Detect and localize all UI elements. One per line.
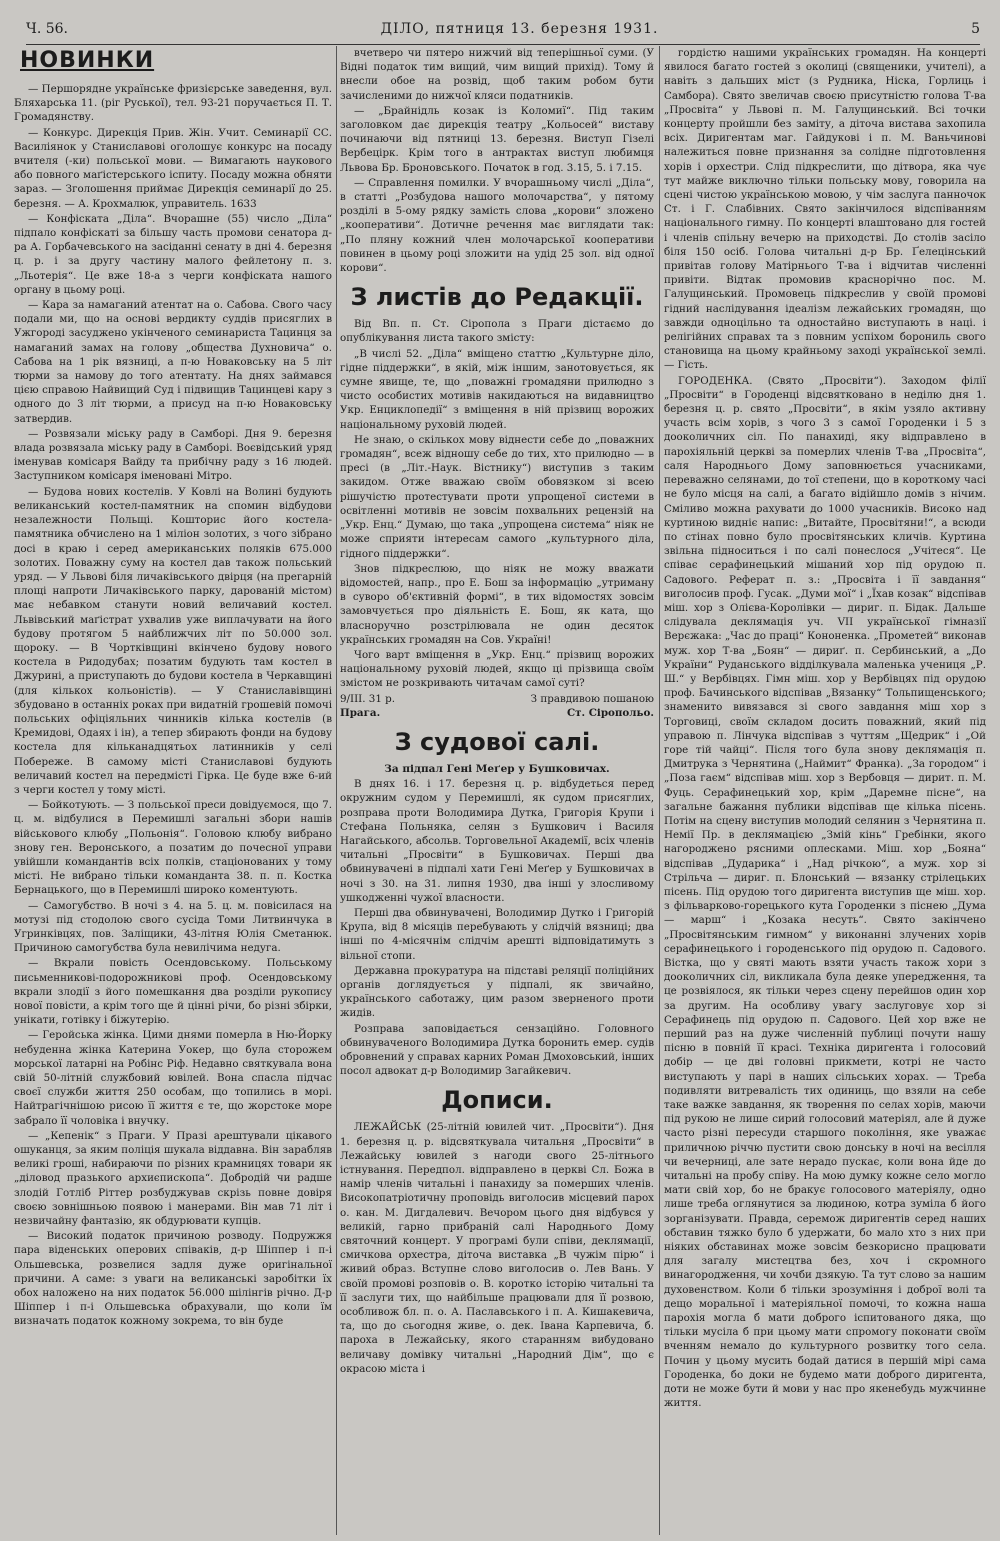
letter-paragraph: „В числі 52. „Діла“ вміщено статтю „Культурне діло, гідне піддержки“, в якій, між іншим, занотовується, як сумне явище, те, що „поважні громадяни прилюдно з чисто особистих мотивів накидаються на видавництво Укр. Енциклопедії“ з вміщення в ній прізвищ ворожих національному руховій людей. (340, 347, 654, 431)
news-item: вчетверо чи пятеро нижчий від теперішньої суми. (У Відні податок тим вищий, чим вищий прихід). Тому й внесли обое на розвід, щоб таким робом бути зачисленими до нижчої кляси податників. (340, 47, 654, 102)
news-item: — Будова нових костелів. У Ковлі на Волині будують великанський костел-памятник на спомин відбудови незалежности Польщі. Кошторис його костела-памятника обчислено на 1 міліон золотих, з чого зібрано досі в краю і серед американських поляків 675.000 золотих. Поважну суму на костел дав також польський уряд. — У Львові біля личаківського двірця (на прегарній площі напроти Личаківського парку, дарованій містом) має небавком станути новий величавий костел. Львівський маґістрат ухвалив уже виплачувати на його будову протягом 5 найближчих літ по 50.000 зол. щороку. — В Чортківщині вкінчено будову нового костела в Ридодубах; позатим будують там костел в Джурині, а приступають до будови костела в Черкавщині (для кількох кольоністів). — У Станиславівщині збудовано в останніх роках при видатній грошевій помочі польських офіціяльних чинників кілька костелів (в Кремидові, Одаях і ін), а тепер збирають фонди на будову костела для кільканадцятьох латинників у селі Побереже. В самому місті Станиславові будують величавий костел на передмісті Гірка. Це буде вже 6-ий з черги костел у тому місті. (14, 485, 332, 796)
correspondence-paragraph: ГОРОДЕНКА. (Свято „Просвіти“). Заходом філії „Просвіти“ в Городенці відсвятковано в неділю дня 1. березня ц. р. свято „Просвіти“, в якім узяло активну участь всім хорів, з чого 3 з самої Городенки і 5 з дооколичних сіл. По панахиді, яку відправлено в парохіяльній церкві за померлих членів Т-ва „Просвіта“, саля Народнього Дому заповнюється учасниками, переважно селянами, до тої степени, що в короткому часі не було місця на салі, а багато відійшло домів з нічим. Сміливо можна рахувати до 1000 учасників. Високо над куртиною видніє напис: „Витайте, Просвітяни!“, а всюди по стінах повно було просвітянських кличів. Куртина звільна підноситься і по салі понеслося „Учітеся“. Це співає серафинецький мішаний хор під орудою п. Садового. Реферат п. з.: „Просвіта і її завдання“ виголосив проф. Гусак. „Думи мої“ і „Їхав козак“ відспівав міш. хор з Олієва-Королівки — дириг. п. Бідак. Дальше слідувала деклямація уч. VII української гімназії Верєжака: „Час до праці“ Кононенка. „Прометей“ виконав муж. хор Т-ва „Боян“ — дириґ. п. Сербинський, а „До України“ Руданського відділкувала маленька учениця „Р. Ш.“ у Вербівцях. Гімн міш. хор у Вербівцях під орудою проф. Бачинського відспівав „Вязанку“ Тольпищенського; знаменито вивязався зі свого завдання міш хор з Торговиці, своїм складом досить поважний, який під управою п. Лінчука відспівав з чуттям „Щедрик“ і „Ой горе тій чайці“. Після того була знову деклямація п. Дмитрука з Чернятина („Наймит“ Франка). „За городом“ і „Поза гаєм“ відспівав міш. хор з Вербовця — дирит. п. М. Фуць. Серафинецький хор, крім „Даремне пісне“, на загальне бажання публики відспівав ще кілька пісень. Потім на сцену виступив молодий селянин з Чернятина п. Немії Пр. в деклямацією „Змій кінь“ Гребінки, якого нагороджено рясними оплесками. Міш. хор „Бояна“ відспівав „Дударика“ і „Над річкою“, а муж. хор зі Стрільча — дириг. п. Блонський — вязанку стрілецьких пісень. Під орудою того диригента виступив ще міш. хор. з фільварково-горецького кута Городенки з піснею „Дума — марш“ і „Козака несуть“. Свято закінчено „Просвітянським гимном“ у виконанні злучених хорів серафинецького і городенського під орудою п. Садового. Вістка, що у святі мають взяти участь також хори з дооколичних сіл, викликала була деяке упередження, та це розвіялося, як тільки через сцену перейшов один хор за другим. На особливу увагу заслуговує хор зі Серафинець під орудою п. Садового. Цей хор вже не перший раз на дуже численній публиці почути нашу пісню в повній її красі. Техніка диригента і голосовий добір — це дві головні прикмети, котрі не часто виступають у парі в наших сільських хорах. — Треба подивляти витревалість тих одиниць, що взяли на себе таке важке завдання, як творення по селах хорів, маючи під рукою не лише сирий голосовий матеріял, але й дуже часто різні пересуди старшого покоління, яке уважає приличною річчю пустити свою донську в ночі на весілля чи вечерниці, але зате нерадо пускає, коли вона йде до читальні на пробу співу. На мою думку кожне село могло мати свій хор, бо не бракує голосового матеріялу, одно лише треба оглянутися за людиною, котра зуміла б його зорганізувати. Правда, серемож диригентів серед наших обставин тяжко було б удержати, бо мало хто з них при ніяких обставинах може зовсім безкорисно працювати для загалу мистецтва без, хоч і скромного винагородження, чи хочби дзякую. Та тут слово за нашим духовенством. Коли б тільки зрозуміння і доброї волі та дещо моральної і матеріяльної помочі, то кожна наша парохія могла б мати доброго іспитованого дяка, що тільки мусіла б при цьому мати спромогу поконати своїм вченням немало до культурного розвитку того села. Почин у цьому мусить бодай датися в першій мірі сама Городенка, бо доки не будемо мати доброго диригента, доти не може бути й мови у нас про якенебудь мужчинне життя. (664, 374, 986, 1410)
letter-paragraph: Від Вп. п. Ст. Сіропола з Праги дістаємо до опублікування листа такого змісту: (340, 318, 654, 345)
issue-number: Ч. 56. (26, 21, 68, 37)
news-item: — Першорядне українське фризієрське заведення, вул. Бляхарська 11. (ріг Руської), тел. 93-21 поручається П. Т. Громадянству. (14, 83, 332, 124)
correspondence-paragraph: гордістю нашими українських громадян. На концерті явилося багато гостей з околиці (священики, учителі), а навіть з дальших міст (з Рудника, Ніска, Горлиць і Самбора). Свято звеличав своєю присутністю голова Т-ва „Просвіта“ у Львові п. М. Галущинський. Всі точки концерту пройшли без заміту, а діточа вистава захопила всіх. Диригентам маг. Гайдукові і п. М. Ваньчинові належиться повне признання за солідне підготовлення хорів і орхестри. Слід підкреслити, що дітвора, яка чує тут майже виключно тільки польську мову, говорила на сцені чистою українською мовою, у чім заслуга панночок Ст. і Г. Слабівних. Свято закінчилося відспіванням національного гимну. По концерті влаштовано для гостей і членів спільну вечерю на приходстві. До столів засіло біля 150 осіб. Голова читальні д-р Бр. Ґелецінський привітав голову Матірнього Т-ва і відчитав численні привіти. Відтак промовив краснорічно пос. М. Галущинський. Промовець підкреслив у своїй промові гідний наслідування ідеалізм лежайських громадян, що завжди одноцільно та одностайно виступають в наці. і релігійних справах та з повним успіхом борониль свого становища на цьому крайньому заході української землі. — Гість. (664, 47, 986, 372)
court-heading: З судової салі. (394, 727, 600, 756)
column-divider (336, 46, 337, 1535)
correspondence-heading: Дописи. (441, 1086, 553, 1115)
news-item: — „Кепенік“ з Праги. У Празі арештували цікавого ошуканця, за яким поліція шукала віддавна. Він зарабляв великі гроші, набираючи по різних крамницях товари як „діловод празького архиєпископа“. Добродій чи радше злодій Готліб Ріттер розбуджував скрізь повне довіря своєю зовнішньою появою і манерами. Він мав 71 літ і незвичайну фантазію, як обдурювати купців. (14, 1129, 332, 1228)
letter-paragraph: Чого варт вміщення в „Укр. Енц.“ прізвищ ворожих національному руховій людей, якщо ці прізвища своїм змістом не розкривають читачам самої суті? (340, 648, 654, 690)
news-item: — Конкурс. Дирекція Прив. Жін. Учит. Семинарії СС. Василіянок у Станиславові оголошує конкурс на посаду вчителя (-ки) польської мови. — Вимагають наукового або повного маґістерського іспиту. Посаду можна обняти зараз. — Зголошення приймає Дирекція семинарії до 25. березня. — А. Крохмалюк, управитель. 1633 (14, 126, 332, 210)
court-paragraph: Розправа заповідається сензаційно. Головного обвинуваченого Володимира Дутка боронить емер. судів обровнений у справах карних Роман Дмоховський, інших посол адвокат д-р Володимир Загайкевич. (340, 1022, 654, 1078)
letter-author: Ст. Сіропольо. (566, 706, 654, 719)
court-paragraph: Державна прокуратура на підставі реляції поліційних органів доглядується у підпалі, як звичайно, українського саботажу, цим разом зверненого проти жидів. (340, 964, 654, 1020)
column-3 (664, 46, 986, 1535)
letter-place: Прага. (340, 706, 381, 719)
court-subheading: За підпал Гені Меґер у Бушковичах. (384, 762, 610, 775)
news-section-title: НОВИНКИ (20, 48, 155, 73)
court-paragraph: В днях 16. і 17. березня ц. р. відбудеться перед окружним судом у Перемишлі, як судом присяглих, розправа проти Володимира Дутка, Григорія Крупи і Стефана Польняка, селян з Бушкович і Василя Нагайського, абсольв. Торговельної Академії, всіх членів читальні „Просвіти“ в Бушковичах. Перші два обвинувачені в підпалі хати Гені Меґер у Бушковичах в ночі з 30. на 31. липня 1930, два інші у злосливому ушкодженні чужої власности. (340, 778, 654, 904)
letter-paragraph: Не знаю, о скількох мову віднести себе до „поважних громадян“, всеж відношу себе до тих, хто прилюдно — в пресі (в „Літ.-Наук. Вістнику“) виступив з таким закидом. Отже вважаю своїм обовязком зі всею рішучістю протестувати проти упрощеної системи в освітленні мотивів не зовсім похвальних рецензій на „Укр. Енц.“ Думаю, що така „упрощена система“ ніяк не може сприяти інтересам самого „культурного діла, гідного піддержки“. (340, 433, 654, 560)
news-item: — „Брайнідль козак із Коломиї“. Під таким заголовком дає дирекція театру „Кольосей“ виставу починаючи від пятниці 13. березня. Виступ Гізелі Вербецірк. Крім того в антрактах виступ любимця Львова Бр. Броновського. Початок в год. 3.15, 5. і 7.15. (340, 104, 654, 174)
news-item: — Розвязали міську раду в Самборі. Дня 9. березня влада розвязала міську раду в Самборі. Воєвідський уряд іменував комісаря Вайду та прибічну раду з 16 людей. Заступником комісаря іменовані Мітро. (14, 427, 332, 483)
correspondence-paragraph: ЛЕЖАЙСЬК (25-літній ювилей чит. „Просвіти“). Дня 1. березня ц. р. відсвяткувала читальня „Просвіти“ в Лежайську ювилей з нагоди свого 25-літнього істнування. Передпол. відправлено в церкві Сл. Божа в намір членів читальні і панахиду за померших членів. Високопатріотичну проповідь виголосив місцевий парох о. кан. М. Дигдалевич. Вечором цього дня відбувся у великій, гарно прибраній салі Народнього Дому святочний концерт. У програмі були співи, деклямації, смичкова орхестра, діточа виставка „В чужім пірю“ і живий образ. Вступне слово виголосив о. Лев Вань. У своїй промові розповів о. В. коротко історію читальні та її заслуги тих, що найбільше працювали для її розвою, особливож бл. п. о. А. Паславського і п. А. Кишакевича, та, що до сьогодня живе, о. дек. Івана Карпевича, б. пароха в Лежайську, якого старанням вибудовано величаву домівку читальні „Народний Дім“, що є окрасою міста і (340, 1121, 654, 1375)
news-item: — Конфіската „Діла“. Вчорашне (55) число „Діла“ підпало конфіскаті за більшу часть промови сенатора д-ра А. Горбачевського на засіданні сенату в дні 4. березня ц. р. і за другу частину малого фейлетону п. з. „Льотерія“. Це вже 18-а з черги конфіската нашого органу в цьому році. (14, 212, 332, 296)
letter-signature-line (340, 692, 654, 706)
letters-heading: З листів до Редакції. (350, 283, 644, 312)
masthead (26, 14, 980, 45)
column-2 (340, 46, 654, 1535)
letter-paragraph: Знов підкреслюю, що ніяк не можу вважати відомостей, напр., про Е. Бош за інформацію „утриману в суворо об'єктивній формі“, в тих відомостях зовсім замовчується про діяльність Е. Бош, як ката, що власноручно розстрілювала не один десяток українських громадян на Сов. Україні! (340, 562, 654, 646)
news-item: — Самогубство. В ночі з 4. на 5. ц. м. повісилася на мотузі під стодолою свого сусіда Томи Литвинчука в Угринківцях, пов. Заліщики, 43-літня Юлія Сметанюк. Причиною самогубства була невилічима недуга. (14, 899, 332, 955)
page-number: 5 (971, 21, 980, 37)
news-item: — Бойкотують. — З польської преси довідуємося, що 7. ц. м. відбулися в Перемишлі загальні збори нашів військового клюбу „Польонія“. Головою клюбу вибрано знову ген. Веронського, а позатим до почесної управи увійшли командантів всіх полків, стаціонованих у тому місті. Не вибрано тільки команданта 38. п. п. Костка Бернацького, що в Перемишлі широко коментують. (14, 799, 332, 897)
news-item: — Високий податок причиною розводу. Подружжя пара віденських оперових співаків, д-р Шіппер і п-і Ольшевська, розвелися задля дуже оригінальної причини. А саме: з уваги на великанські заробітки їх обох наложено на них податок 56.000 шілінгів річно. Д-р Шіппер і п-і Ольшевська обрахували, що коли їм визначать податок кожному зокрема, то він буде (14, 1230, 332, 1328)
letter-closing: З правдивою пошаною (530, 692, 654, 705)
news-item: — Геройська жінка. Цими днями померла в Ню-Йорку небуденна жінка Катерина Уокер, що була сторожем морської латарні на Робінс Ріф. Недавно святкувала вона свій 50-літній службовий ювілей. Вона спасла підчас своєї служби життя 250 особам, що топились в морі. Найтрагічнішою рисою її життя є те, що жорстоке море забрало її чоловіка і внучку. (14, 1029, 332, 1127)
column-1 (14, 46, 332, 1535)
news-item: — Вкрали повість Осендовському. Польському письменникові-подорожникові проф. Осендовському вкрали злодії з його помешкання два розділи рукопису нової повісти, а крім того ще й цінні річи, бо різні збірки, унікати, готівку і біжутерію. (14, 957, 332, 1027)
letter-signature-line (340, 706, 654, 720)
masthead-title: ДІЛО, пятниця 13. березня 1931. (380, 21, 659, 37)
news-item: — Справлення помилки. У вчорашньому числі „Діла“, в статті „Розбудова нашого молочарства“, у пятому розділі в 5-ому рядку замість слова „корови“ зложено „кооперативи“. Дотичне речення має виглядати так: „По пляну кожний член молочарської кооперативи повинен в цьому році зложити на удід 25 зол. від одної корови“. (340, 176, 654, 275)
column-divider (659, 46, 660, 1535)
court-paragraph: Перші два обвинувачені, Володимир Дутко і Григорій Крупа, від 8 місяців перебувають у слідчій вязниці; два інші по 4-місячнім слідчім арешті відповідатимуть з вільної стопи. (340, 906, 654, 962)
news-item: — Кара за намаганий атентат на о. Сабова. Свого часу подали ми, що на основі вердикту суддів присяглих в Ужгороді засуджено укінченого семинариста Тацинця за намаганий замах на голову „общества Духновича“ о. Сабова на 1 рік вязниці, а п-ю Новаковську на 5 літ тюрми за намову до того атентату. На днях займався цією справою Найвищий Суд і підвищив Тацинцеві кару з одного до 3 літ тюрми, а присуд на п-ю Новаковську затвердив. (14, 299, 332, 425)
letter-date: 9/III. 31 р. (340, 692, 396, 705)
